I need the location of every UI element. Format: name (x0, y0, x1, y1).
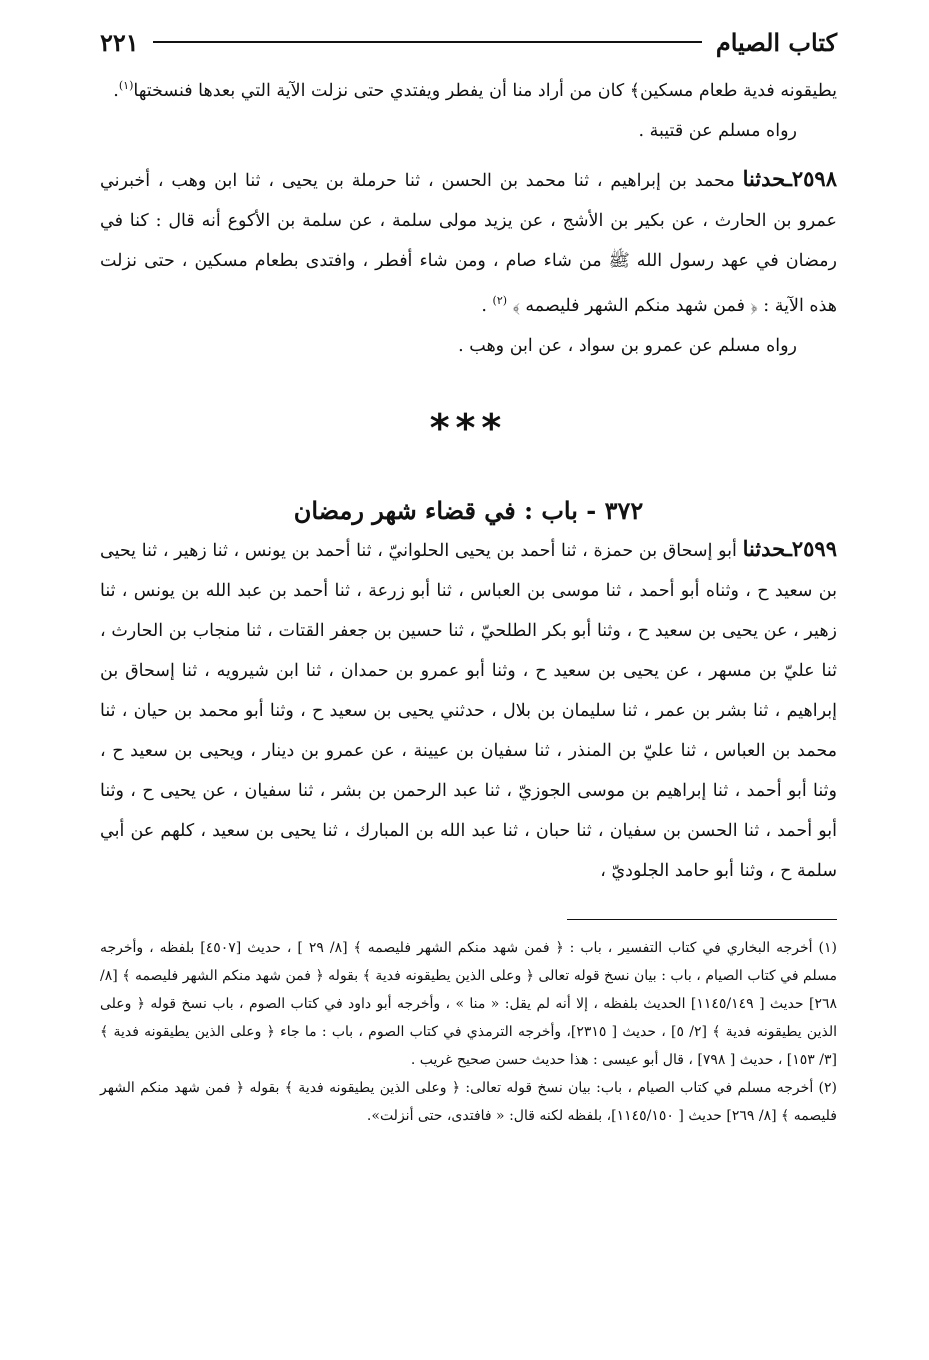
page-number: ٢٢١ (100, 27, 139, 57)
hadith-2598 (100, 159, 837, 326)
hadith-text: محمد بن إبراهيم ، ثنا محمد بن الحسن ، ثنا حرملة بن يحيى ، ثنا ابن وهب ، أخبرني عمرو بن الحارث ، عن بكير بن الأشج ، عن يزيد مولى سلمة ، عن سلمة بن الأكوع أنه قال : كنا في رمضان في عهد رسول الله ﷺ من شاء صام ، ومن شاء أفطر ، وافتدى بطعام مسكين ، حتى نزلت هذه الآية : ﴿ فمن شهد منكم الشهر فليصمه ﴾ (100, 170, 837, 316)
hadith-number: ٢٥٩٨ (791, 165, 837, 191)
footnote-separator (567, 919, 837, 920)
footnote-ref-1[interactable]: (١) (118, 79, 134, 92)
hadith-end: . (481, 295, 487, 316)
footnote-ref-2[interactable]: (٢) (492, 293, 508, 307)
continuation-text: يطيقونه فدية طعام مسكين﴾ كان من أراد منا أن يفطر ويفتدي حتى نزلت الآية التي بعدها فنسختها (133, 80, 837, 101)
footnote-1: (١) أخرجه البخاري في كتاب التفسير ، باب : ﴿ فمن شهد منكم الشهر فليصمه ﴾ [٨/ ٢٩ ] ، حديث [٤٥٠٧] بلفظه ، وأخرجه مسلم في كتاب الصيام ، باب : بيان نسخ قوله تعالى ﴿ وعلى الذين يطيقونه فدية ﴾ بقوله ﴿ فمن شهد منكم الشهر فليصمه ﴾ [٨/ ٢٦٨] حديث [ ١١٤٥/١٤٩] الحديث بلفظه ، إلا أنه لم يقل: « منا » ، وأخرجه أبو داود في كتاب الصوم ، باب نسخ قوله ﴿ وعلى الذين يطيقونه فدية ﴾ [٢/ ٥] ، حديث [ ٢٣١٥]، وأخرجه الترمذي في كتاب الصوم ، باب : ما جاء ﴿ وعلى الذين يطيقونه فدية ﴾ [٣/ ١٥٣] ، حديث [ ٧٩٨] ، قال أبو عيسى : هذا حديث حسن صحيح غريب . (100, 939, 837, 1068)
book-title: كتاب الصيام (715, 27, 837, 57)
narration-line: رواه مسلم عن عمرو بن سواد ، عن ابن وهب . (458, 335, 797, 356)
continuation-end: . (113, 80, 119, 101)
section-separator: *** (429, 405, 508, 450)
chapter-title: ٣٧٢ - باب : في قضاء شهر رمضان (293, 495, 644, 525)
footnote-2: (٢) أخرجه مسلم في كتاب الصيام ، باب: بيان نسخ قوله تعالى: ﴿ وعلى الذين يطيقونه فدية ﴾ بقوله ﴿ فمن شهد منكم الشهر فليصمه ﴾ [٨/ ٢٦٩] حديث [ ١١٤٥/١٥٠]، بلفظه لكنه قال: « فافتدى، حتى أنزلت». (100, 1079, 837, 1124)
haddathana-label: ـحدثنا (742, 165, 792, 191)
hadith-text: أبو إسحاق بن حمزة ، ثنا أحمد بن يحيى الحلوانيّ ، ثنا أحمد بن يونس ، ثنا زهير ، ثنا يحيى بن سعيد ح ، وثناه أبو أحمد ، ثنا موسى بن العباس ، ثنا أبو زرعة ، ثنا أحمد بن عبد الله بن يونس ، ثنا زهير ، عن يحيى بن سعيد ح ، وثنا أبو بكر الطلحيّ ، ثنا حسين بن جعفر القتات ، ثنا منجاب بن الحارث ، ثنا عليّ بن مسهر ، عن يحيى بن سعيد ح ، وثنا أبو عمرو بن حمدان ، ثنا ابن شيرويه ، ثنا إسحاق بن إبراهيم ، ثنا بشر بن عمر ، ثنا سليمان بن بلال ، حدثني يحيى بن سعيد ح ، وثنا أبو محمد بن حيان ، ثنا محمد بن العباس ، ثنا عليّ بن المنذر ، ثنا سفيان بن عيينة ، عن عمرو بن دينار ، ويحيى بن سعيد ح ، وثنا أبو أحمد ، ثنا إبراهيم بن موسى الجوزيّ ، ثنا عبد الرحمن بن بشر ، ثنا سفيان ، عن يحيى ح ، وثنا أبو أحمد ، ثنا الحسن بن سفيان ، ثنا حبان ، ثنا عبد الله بن المبارك ، ثنا يحيى بن سعيد ، كلهم عن أبي سلمة ح ، وثنا أبو حامد الجلوديّ ، (100, 540, 837, 881)
continuation-paragraph (100, 66, 837, 111)
hadith-2599 (100, 529, 837, 891)
narration-line: رواه مسلم عن قتيبة . (638, 120, 797, 141)
header-rule (153, 41, 702, 43)
haddathana-label: ـحدثنا (742, 535, 792, 561)
hadith-number: ٢٥٩٩ (791, 535, 837, 561)
running-head (100, 18, 837, 66)
